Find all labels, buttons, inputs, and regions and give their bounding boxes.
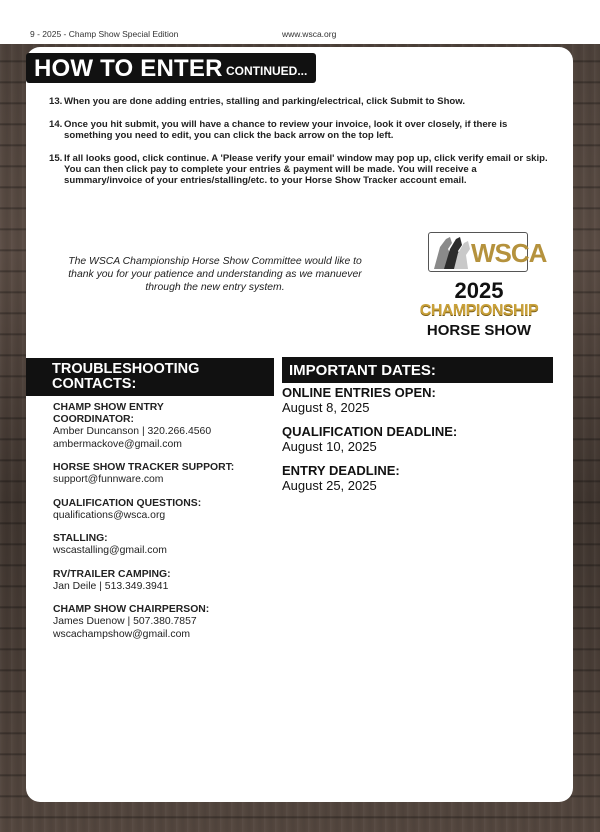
steps-list [49,96,549,198]
contact-item [53,498,273,523]
date-item [282,464,552,493]
important-dates-heading: IMPORTANT DATES: [282,357,553,383]
step-number: 14. [49,119,63,130]
logo-horse-show: HORSE SHOW [426,322,532,339]
step-item [49,153,549,186]
logo-brand: WSCA [471,238,547,268]
section-title-banner [26,53,316,83]
contacts-list [53,402,273,652]
contact-email[interactable]: support@funnware.com [53,474,164,485]
section-subtitle: CONTINUED... [226,64,308,78]
date-label: ENTRY DEADLINE: [282,463,400,478]
contact-title: HORSE SHOW TRACKER SUPPORT: [53,462,235,473]
contact-email[interactable]: qualifications@wsca.org [53,509,166,521]
logo-championship: CHAMPIONSHIP [419,302,539,319]
date-item [282,425,552,454]
step-number: 13. [49,96,63,107]
thank-you-note: The WSCA Championship Horse Show Committee would like to thank you for your patience and understanding as we manuever through the new entry system. [68,256,362,293]
contact-item [53,402,273,451]
troubleshooting-heading-line2: CONTACTS: [52,376,137,392]
contact-detail: Jan Deile | 513.349.3941 [53,580,169,592]
date-label: QUALIFICATION DEADLINE: [282,424,458,439]
step-number: 15. [49,153,63,164]
logo-year: 2025 [454,278,504,303]
contact-email[interactable]: wscachampshow@gmail.com [53,628,191,640]
issue-label: 9 - 2025 - Champ Show Special Edition [30,29,179,39]
wsca-championship-logo [414,230,547,345]
troubleshooting-heading-line1: TROUBLESHOOTING [52,361,200,377]
page-header [0,0,600,44]
contact-title: CHAMP SHOW ENTRY COORDINATOR: [53,402,164,425]
troubleshooting-heading [26,358,274,396]
step-item [49,119,549,141]
contact-detail: Amber Duncanson | 320.266.4560 [53,426,212,437]
dates-list [282,386,552,503]
step-text: Once you hit submit, you will have a chance to review your invoice, look it over closely, if there is something you need to edit, you can click the back arrow on the top left. [64,119,508,141]
contact-email[interactable]: wscastalling@gmail.com [53,545,167,556]
contact-detail: James Duenow | 507.380.7857 [53,616,197,627]
date-label: ONLINE ENTRIES OPEN: [282,385,436,400]
contact-item [53,604,273,641]
contact-title: QUALIFICATION QUESTIONS: [53,497,202,509]
contact-title: CHAMP SHOW CHAIRPERSON: [53,604,210,615]
step-text: If all looks good, click continue. A 'Please verify your email' window may pop up, click verify email or skip. You can then click pay to complete your entries & payment will be made. You will receive a summary/invoice of your entries/stalling/etc. to your Horse Show Tracker account email. [64,153,548,186]
contact-item [53,569,273,594]
contact-title: RV/TRAILER CAMPING: [53,568,171,580]
logo-box [428,232,547,272]
contact-title: STALLING: [53,533,108,544]
date-value: August 8, 2025 [282,400,370,415]
contact-item [53,533,273,558]
step-text: When you are done adding entries, stalling and parking/electrical, click Submit to Show. [64,96,466,107]
contact-item [53,462,273,487]
section-title: HOW TO ENTER [34,55,223,82]
step-item [49,96,549,107]
date-item [282,386,552,415]
contact-email[interactable]: ambermackove@gmail.com [53,438,182,450]
website-link[interactable]: www.wsca.org [282,29,337,39]
date-value: August 25, 2025 [282,478,377,493]
horse-head-icon [430,233,472,271]
date-value: August 10, 2025 [282,439,377,454]
